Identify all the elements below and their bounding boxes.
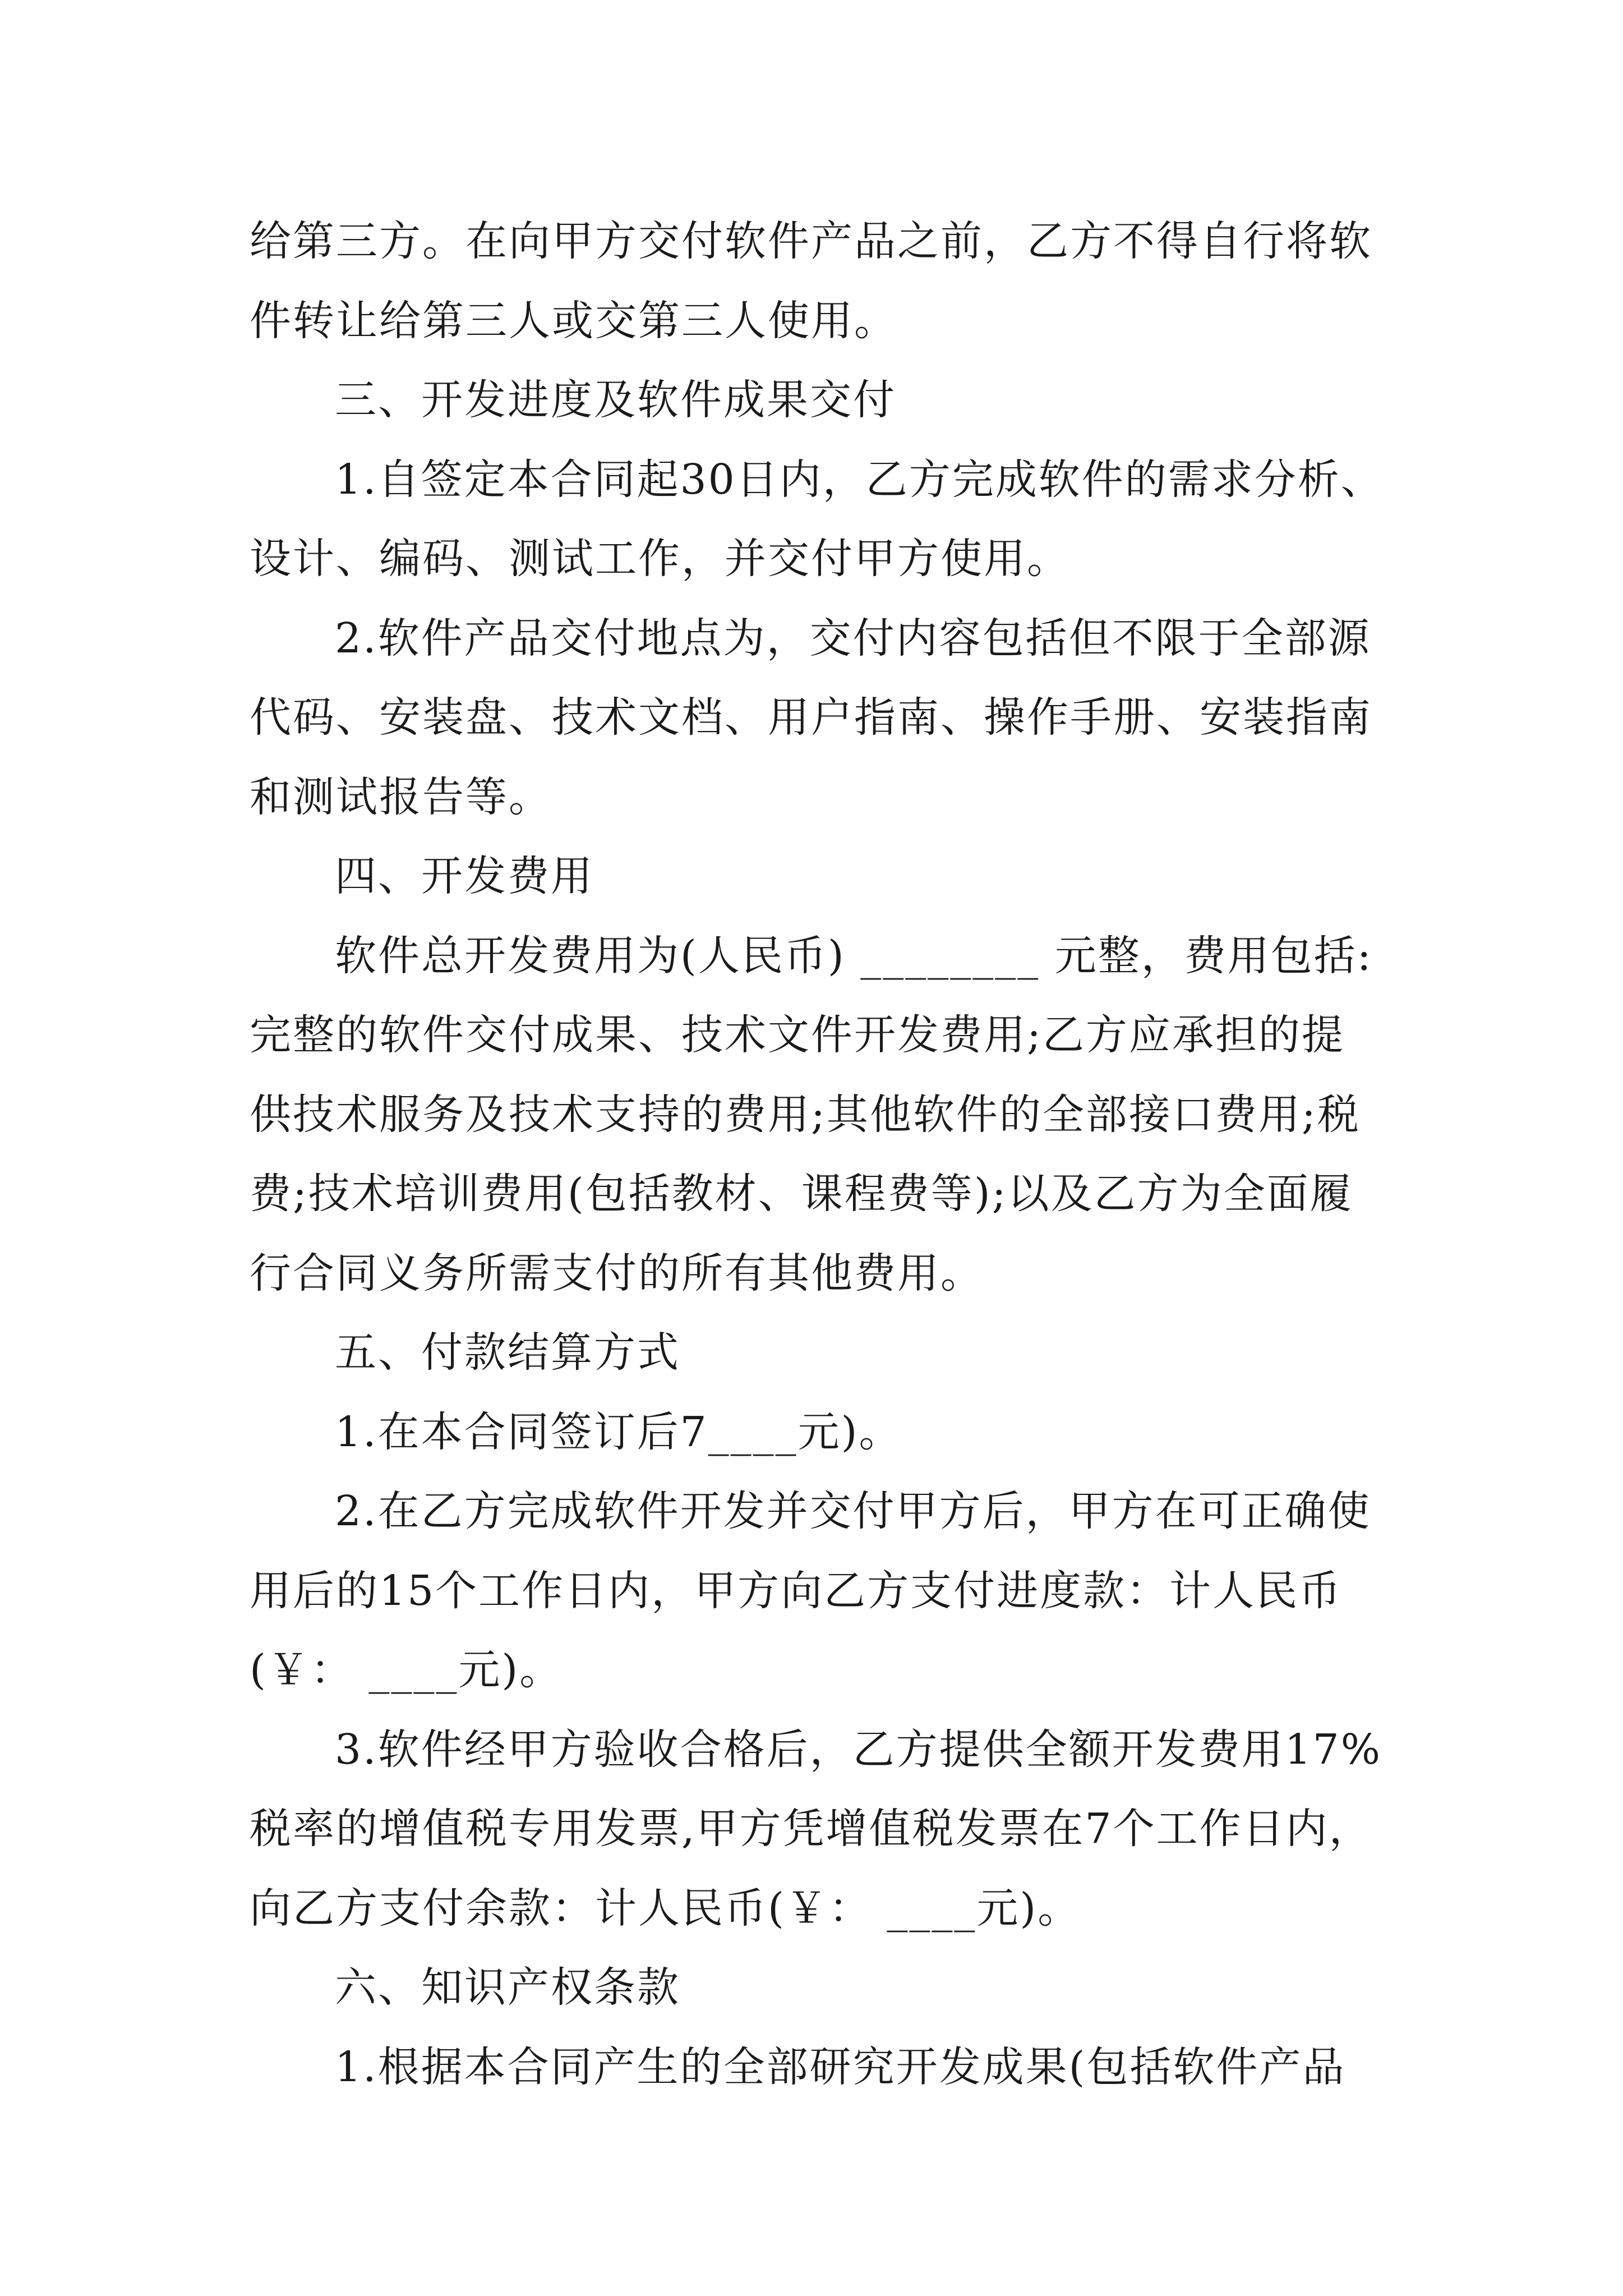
text-line: 税率的增值税专用发票,甲方凭增值税发票在7个工作日内，: [250, 1805, 1372, 1853]
document-body: [250, 202, 1388, 2107]
text-line: 用后的15个工作日内，甲方向乙方支付进度款：计人民币: [250, 1566, 1343, 1615]
text-line: 六、知识产权条款: [335, 1963, 680, 2012]
text-line: 完整的软件交付成果、技术文件开发费用;乙方应承担的提: [250, 1011, 1345, 1059]
text-line: 和测试报告等。: [250, 772, 552, 821]
text-line: 五、付款结算方式: [335, 1328, 680, 1377]
text-line: 1.在本合同签订后7____元)。: [335, 1407, 902, 1456]
text-line: 件转让给第三人或交第三人使用。: [250, 296, 897, 345]
text-line: 软件总开发费用为(人民币) ________ 元整，费用包括:: [335, 931, 1373, 980]
text-line: 四、开发费用: [335, 852, 594, 900]
text-line: 3.软件经甲方验收合格后，乙方提供全额开发费用17%: [335, 1725, 1382, 1774]
text-line: 2.在乙方完成软件开发并交付甲方后，甲方在可正确使: [335, 1487, 1371, 1535]
text-line: 向乙方支付余款：计人民币(￥： ____元)。: [250, 1884, 1081, 1932]
text-line: 1.自签定本合同起30日内，乙方完成软件的需求分析、: [335, 455, 1384, 504]
text-line: 代码、安装盘、技术文档、用户指南、操作手册、安装指南: [250, 693, 1372, 742]
text-line: (￥： ____元)。: [250, 1646, 563, 1694]
text-line: 给第三方。在向甲方交付软件产品之前，乙方不得自行将软: [250, 217, 1372, 265]
text-line: 费;技术培训费用(包括教材、课程费等);以及乙方为全面履: [250, 1170, 1353, 1218]
text-line: 1.根据本合同产生的全部研究开发成果(包括软件产品: [335, 2042, 1346, 2091]
text-line: 设计、编码、测试工作，并交付甲方使用。: [250, 535, 1070, 583]
text-line: 行合同义务所需支付的所有其他费用。: [250, 1249, 984, 1297]
text-line: 三、开发进度及软件成果交付: [335, 376, 896, 424]
text-line: 供技术服务及技术支持的费用;其他软件的全部接口费用;税: [250, 1090, 1361, 1139]
text-line: 2.软件产品交付地点为，交付内容包括但不限于全部源: [335, 614, 1371, 662]
